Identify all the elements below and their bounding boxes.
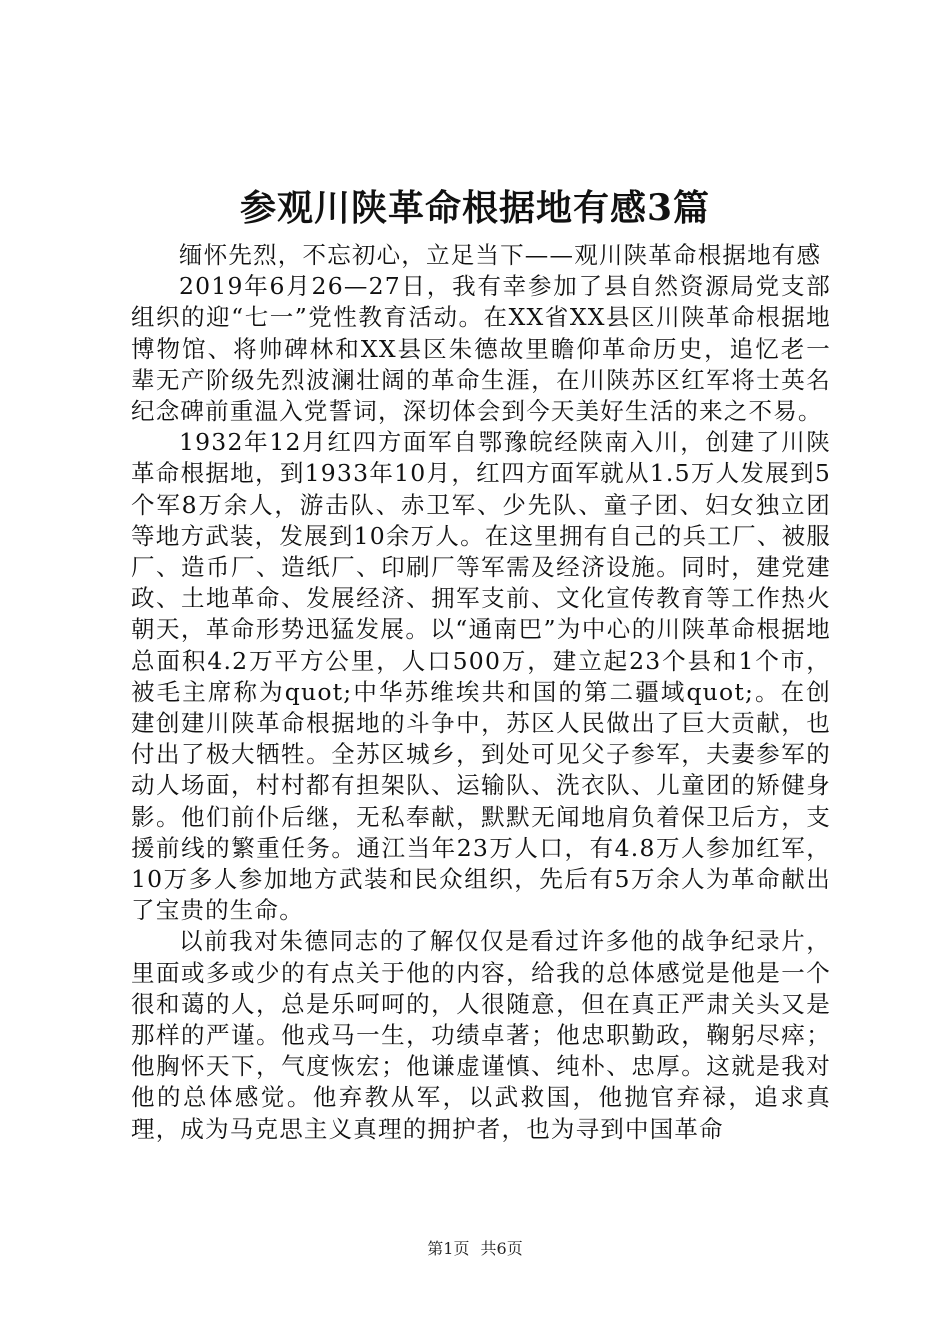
document-body [131,240,831,1145]
body-paragraph-2: 1932年12月红四方面军自鄂豫皖经陕南入川，创建了川陕革命根据地，到1933年10月，红四方面军就从1.5万人发展到5个军8万余人，游击队、赤卫军、少先队、童子团、妇女独立团等地方武装，发展到10余万人。在这里拥有自己的兵工厂、被服厂、造币厂、造纸厂、印刷厂等军需及经济设施。同时，建党建政、土地革命、发展经济、拥军支前、文化宣传教育等工作热火朝天，革命形势迅猛发展。以“通南巴”为中心的川陕革命根据地总面积4.2万平方公里，人口500万，建立起23个县和1个市，被毛主席称为quot;中华苏维埃共和国的第二疆域quot;。在创建创建川陕革命根据地的斗争中，苏区人民做出了巨大贡献，也付出了极大牺牲。全苏区城乡，到处可见父子参军，夫妻参军的动人场面，村村都有担架队、运输队、洗衣队、儿童团的矫健身影。他们前仆后继，无私奉献，默默无闻地肩负着保卫后方，支援前线的繁重任务。通江当年23万人口，有4.8万人参加红军，10万多人参加地方武装和民众组织，先后有5万余人为革命献出了宝贵的生命。 [131,428,831,925]
subtitle-paragraph: 缅怀先烈，不忘初心，立足当下——观川陕革命根据地有感 [179,241,822,269]
document-title: 参观川陕革命根据地有感3篇 [239,187,711,229]
page-number: 第1页 [427,1239,470,1258]
body-paragraph-1: 2019年6月26—27日，我有幸参加了县自然资源局党支部组织的迎“七一”党性教育活动。在XX省XX县区川陕革命根据地博物馆、将帅碑林和XX县区朱德故里瞻仰革命历史，追忆老一辈无产阶级先烈波澜壮阔的革命生涯，在川陕苏区红军将士英名纪念碑前重温入党誓词，深切体会到今天美好生活的来之不易。 [131,272,831,426]
body-paragraph-3: 以前我对朱德同志的了解仅仅是看过许多他的战争纪录片，里面或多或少的有点关于他的内容，给我的总体感觉是他是一个很和蔼的人，总是乐呵呵的，人很随意，但在真正严肃关头又是那样的严谨。他戎马一生，功绩卓著；他忠职勤政，鞠躬尽瘁；他胸怀天下，气度恢宏；他谦虚谨慎、纯朴、忠厚。这就是我对他的总体感觉。他弃教从军，以武救国，他抛官弃禄，追求真理，成为马克思主义真理的拥护者，也为寻到中国革命 [131,927,831,1143]
page-total: 共6页 [480,1239,523,1258]
page-footer [0,1238,950,1260]
